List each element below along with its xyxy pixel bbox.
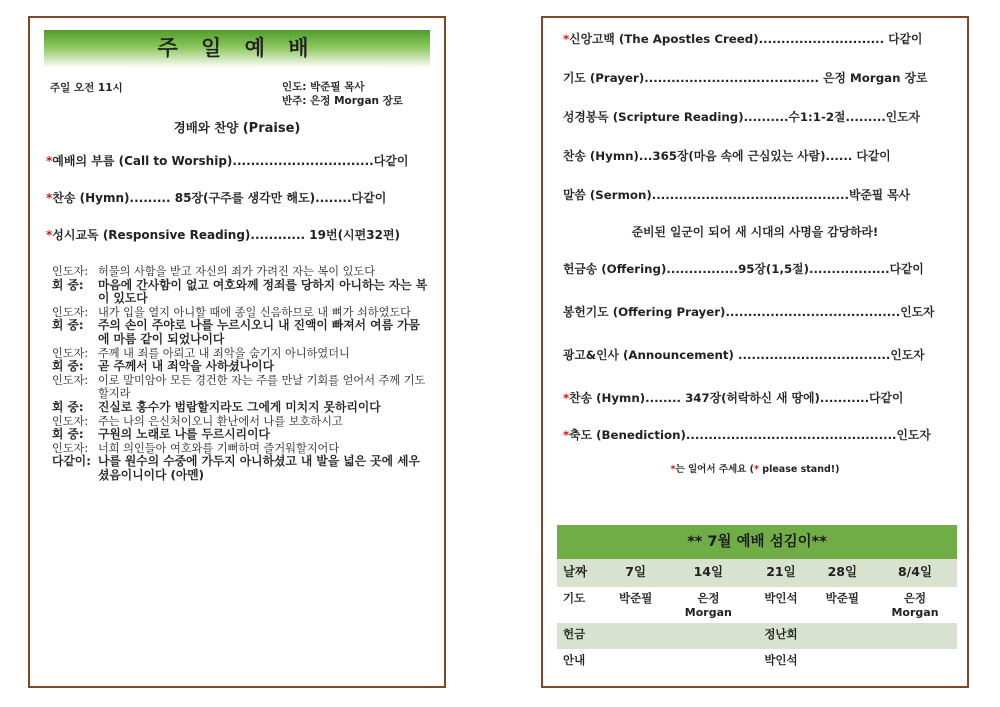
reading-line [52,374,430,401]
reading-text: 이로 말미암아 모든 경건한 자는 주를 만날 기회를 얻어서 주께 기도할지라 [98,373,426,401]
reading-text: 주는 나의 은신처이오니 환난에서 나를 보호하시고 [98,414,343,428]
order-item-offering [563,260,947,277]
prayer-name: 박인석 [764,591,798,605]
prayer-cell [750,587,811,623]
reading-speaker: 인도자: [52,265,89,278]
prayer-cell [812,587,873,623]
reading-line [52,428,430,442]
reading-line [52,347,430,361]
order-item-text: 성시교독 (Responsive Reading)............ 19번(시편32편) [52,228,401,242]
table-row-guide [557,649,957,675]
reading-line [52,401,430,415]
order-item-text: 광고&인사 (Announcement) ..................................인도자 [563,348,925,362]
reading-speaker: 회 중: [52,318,84,333]
reading-text: 내가 입을 열지 아니할 때에 종일 신음하므로 내 뼈가 쇠하였도다 [98,305,411,319]
reading-line [52,319,430,346]
date-cell: 21일 [750,559,811,587]
prayer-name: 박준필 [619,591,653,605]
stand-note-text-end: please stand!) [758,464,840,475]
table-row-date [557,559,957,587]
table-row-prayer [557,587,957,623]
order-item-text: 성경봉독 (Scripture Reading)..........수1:1-2절.........인도자 [563,110,920,124]
order-item-responsive-reading [46,226,428,243]
reading-text: 마음에 간사함이 없고 여호와께 정죄를 당하지 아니하는 자는 복이 있도다 [98,277,428,306]
reading-line [52,265,430,279]
stand-note-text: 는 일어서 주세요 ( [675,464,755,475]
reading-speaker: 회 중: [52,277,84,292]
prayer-name: 은정 [697,591,720,605]
service-leaders [282,80,403,108]
order-item-call-to-worship [46,152,428,169]
responsive-reading [52,265,430,483]
prayer-name: 박준필 [825,591,859,605]
prayer-cell [873,587,957,623]
order-item-offering-prayer [563,303,947,320]
reading-speaker: 회 중: [52,399,84,414]
date-cell: 14일 [666,559,750,587]
left-bulletin-page [28,16,446,688]
order-item-hymn-365 [563,147,947,164]
stand-note [543,461,967,475]
reading-text: 주의 손이 주야로 나를 누르시오니 내 진액이 빠져서 여름 가뭄에 마름 같이 되었나이다 [98,318,420,346]
praise-heading-en: (Praise) [242,121,301,136]
order-item-text: 찬송 (Hymn)...365장(마음 속에 근심있는 사람)...... 다같이 [563,149,891,163]
prayer-name-sub: Morgan [684,606,732,619]
order-item-sermon [563,186,947,203]
service-time: 주일 오전 11시 [50,82,123,94]
reading-speaker: 인도자: [52,346,89,360]
date-cell: 8/4일 [873,559,957,587]
sermon-title: 준비된 일군이 되어 새 시대의 사명을 감당하라! [631,225,879,239]
order-item-announcement [563,346,947,363]
order-item-text: 헌금송 (Offering)................95장(1,5절)..................다같이 [563,262,924,276]
stand-marker: * [563,428,570,442]
serving-schedule-table [557,559,957,675]
schedule-title: ** 7월 예배 섬김이** [557,525,957,559]
reading-line [52,279,430,306]
order-item-text: 봉헌기도 (Offering Prayer).......................................인도자 [563,305,935,319]
service-title: 주 일 예 배 [44,30,430,68]
row-label: 날짜 [557,559,605,587]
reading-line [52,442,430,456]
order-item-text: 예배의 부름 (Call to Worship)...............................다같이 [52,154,409,168]
reading-text: 곧 주께서 내 죄악을 사하셨나이다 [98,359,274,374]
date-cell: 7일 [605,559,666,587]
reading-text: 허물의 사함을 받고 자신의 죄가 가려진 자는 복이 있도다 [98,265,376,278]
reading-line [52,455,430,482]
reading-text: 너희 의인들아 여호와를 기뻐하며 즐거워할지어다 [98,441,340,455]
order-item-benediction [563,426,947,443]
order-item-prayer [563,69,947,86]
reading-text: 나를 원수의 수중에 가두지 아니하셨고 내 발을 넓은 곳에 세우셨음이니이다 (아멘) [98,454,420,482]
order-item-text: 찬송 (Hymn)......... 85장(구주를 생각만 해도)........다같이 [52,191,387,205]
order-item-text: 신앙고백 (The Apostles Creed)............................ 다같이 [569,32,923,46]
order-item-text: 말씀 (Sermon)............................................박준필 목사 [563,188,911,202]
order-item-text: 축도 (Benediction)...............................................인도자 [569,428,931,442]
reading-speaker: 인도자: [52,373,89,387]
prayer-cell [605,587,666,623]
stand-marker: * [754,464,759,475]
order-item-text: 찬송 (Hymn)........ 347장(허락하신 새 땅에)...........다같이 [569,391,904,405]
stand-marker: * [46,228,53,242]
stand-marker: * [670,464,676,475]
table-row-offering [557,623,957,649]
stand-marker: * [563,32,570,46]
reading-text: 진실로 홍수가 범람할지라도 그에게 미치지 못하리이다 [98,399,381,414]
order-item-hymn [46,189,428,206]
reading-speaker: 인도자: [52,414,89,428]
order-item-text: 기도 (Prayer)....................................... 은정 Morgan 장로 [563,71,928,85]
reading-text: 주께 내 죄를 아뢰고 내 죄악을 숨기지 아니하였더니 [98,346,350,360]
reading-line [52,360,430,374]
order-item-apostles-creed [563,30,947,47]
stand-marker: * [46,154,53,168]
row-label: 헌금 [557,623,605,649]
stand-marker: * [46,191,53,205]
date-cell: 28일 [812,559,873,587]
leader-text: 인도: 박준필 목사 [282,81,365,93]
reading-line [52,415,430,429]
stand-marker: * [563,391,570,405]
guide-cell: 박인석 [605,649,957,675]
prayer-name: 은정 [903,591,927,605]
row-label: 안내 [557,649,605,675]
right-bulletin-page [541,16,969,688]
offering-cell: 정난희 [605,623,957,649]
accompanist-text: 반주: 은정 Morgan 장로 [282,95,403,107]
order-item-scripture-reading [563,108,947,125]
order-item-hymn-347 [563,389,947,406]
reading-text: 구원의 노래로 나를 두르시리이다 [98,427,270,442]
reading-speaker: 인도자: [52,305,89,319]
reading-speaker: 인도자: [52,441,89,455]
reading-speaker: 다같이: [52,454,91,469]
praise-heading-ko: 경배와 찬양 [173,120,243,135]
reading-speaker: 회 중: [52,359,84,374]
prayer-name-sub: Morgan [891,606,939,619]
prayer-cell [666,587,750,623]
reading-line [52,306,430,320]
reading-speaker: 회 중: [52,427,84,442]
service-info [50,80,424,124]
row-label: 기도 [557,587,605,623]
